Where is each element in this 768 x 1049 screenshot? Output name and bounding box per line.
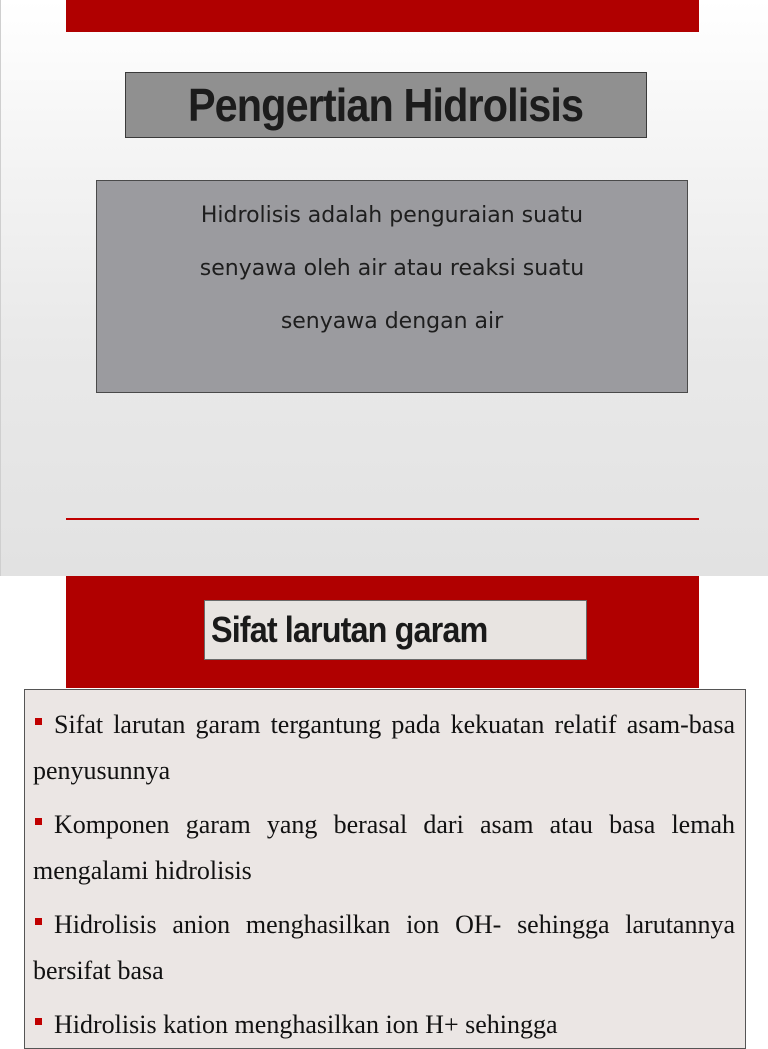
list-item-text: Sifat larutan garam tergantung pada kekuatan relatif asam-basa penyusunnya (33, 710, 735, 785)
list-item-text: Hidrolisis anion menghasilkan ion OH- sehingga larutannya bersifat basa (33, 910, 735, 985)
top-red-bar (66, 0, 699, 32)
list-item-text: Komponen garam yang berasal dari asam atau basa lemah mengalami hidrolisis (33, 810, 735, 885)
definition-line: Hidrolisis adalah penguraian suatu (200, 203, 584, 228)
definition-line: senyawa oleh air atau reaksi suatu (199, 256, 585, 281)
slide-subtitle: Sifat larutan garam (211, 609, 488, 650)
list-item-text: Hidrolisis kation menghasilkan ion H+ sehingga (54, 1010, 558, 1039)
title-box (125, 72, 647, 138)
square-bullet-icon (35, 718, 42, 725)
square-bullet-icon (35, 818, 42, 825)
list-item (33, 802, 735, 894)
red-divider-line (66, 518, 699, 520)
list-item (33, 1002, 735, 1048)
slide-border (0, 0, 1, 576)
list-item (33, 902, 735, 994)
square-bullet-icon (35, 1018, 42, 1025)
slide-sifat-larutan-garam (0, 576, 768, 1039)
slide-title: Pengertian Hidrolisis (188, 79, 584, 131)
bullet-list-box (24, 689, 746, 1049)
list-item (33, 702, 735, 794)
definition-line: senyawa dengan air (280, 309, 504, 334)
square-bullet-icon (35, 918, 42, 925)
subtitle-box (204, 600, 587, 660)
definition-box (96, 180, 688, 393)
